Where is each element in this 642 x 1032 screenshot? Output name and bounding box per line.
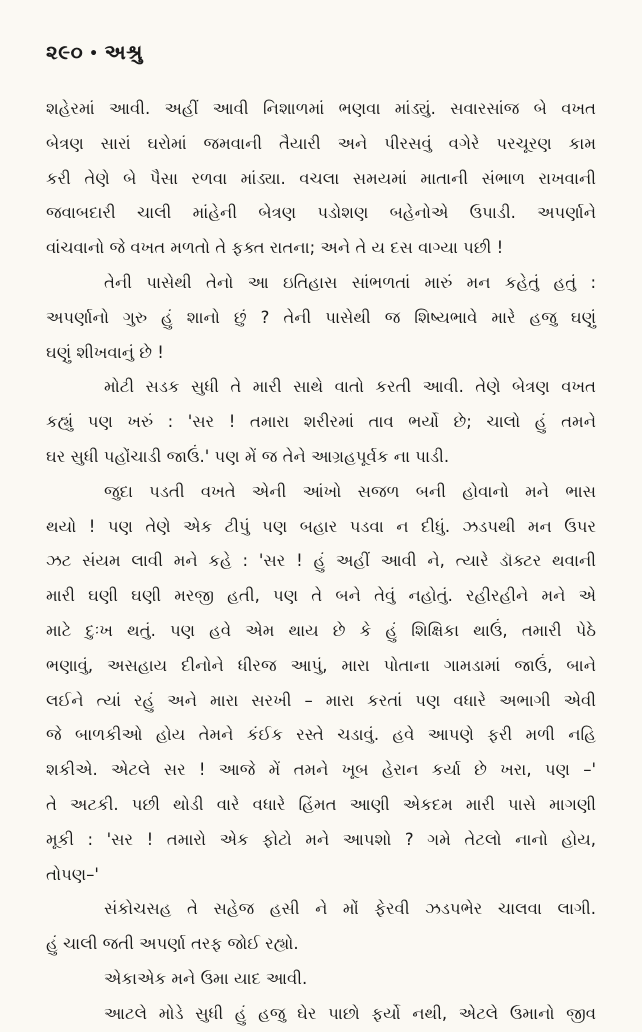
text-line: તે અટકી. પછી થોડી વારે વધારે હિંમત આણી એકદમ મારી પાસે માગણી xyxy=(46,794,596,814)
text-line: લઈને ત્યાં રહું અને મારા સરખી – મારા કરતાં પણ વધારે અભાગી એવી xyxy=(46,690,596,710)
text-line: ઘણું શીખવાનું છે ! xyxy=(46,342,164,362)
running-header xyxy=(46,40,143,64)
text-line: કરી તેણે બે પૈસા રળવા માંડ્યા. વચલા સમયમાં માતાની સંભાળ રાખવાની xyxy=(46,168,596,188)
text-line: થયો ! પણ તેણે એક ટીપું પણ બહાર પડવા ન દીધું. ઝડપથી મન ઉપર xyxy=(46,516,596,536)
text-line: ઝટ સંયમ લાવી મને કહે : 'સર ! હું અહીં આવી ને, ત્યારે ડૉક્ટર થવાની xyxy=(46,551,596,571)
text-line: જે બાળકીઓ હોય તેમને કંઈક રસ્તે ચડાવું. હવે આપણે ફરી મળી નહિ xyxy=(46,725,596,745)
text-line: માટે દુઃખ થતું. પણ હવે એમ થાય છે કે હું શિક્ષિકા થાઉં, તમારી પેઠે xyxy=(46,620,596,640)
text-line: તેની પાસેથી તેનો આ ઇતિહાસ સાંભળતાં મારું મન કહેતું હતું : xyxy=(104,272,596,292)
text-line: જવાબદારી ચાલી માંહેની બેત્રણ પડોશણ બહેનોએ ઉપાડી. અપર્ણાને xyxy=(46,203,596,223)
text-line: તોપણ–' xyxy=(46,864,99,884)
text-line: ભણાવું, અસહાય દીનોને ધીરજ આપું, મારા પોતાના ગામડામાં જાઉં, બાને xyxy=(46,655,596,675)
text-line: હું ચાલી જતી અપર્ણા તરફ જોઈ રહ્યો. xyxy=(46,934,299,954)
text-line: વાંચવાનો જે વખત મળતો તે ફક્ત રાતના; અને તે ય દસ વાગ્યા પછી ! xyxy=(46,238,504,258)
header-separator: • xyxy=(89,45,99,62)
text-line: જુદા પડતી વખતે એની આંખો સજળ બની હોવાનો મને ભાસ xyxy=(104,481,596,501)
text-line: શકીએ. એટલે સર ! આજે મેં તમને ખૂબ હેરાન કર્યા છે ખરા, પણ –' xyxy=(46,760,596,780)
text-line: મોટી સડક સુધી તે મારી સાથે વાતો કરતી આવી. તેણે બેત્રણ વખત xyxy=(104,377,596,397)
text-line: મારી ઘણી ઘણી મરજી હતી, પણ તે બને તેવું નહોતું. રહીરહીને મને એ xyxy=(46,586,596,606)
page-number: ૨૯૦ xyxy=(46,40,84,64)
text-line: સંકોચસહ તે સહેજ હસી ને મોં ફેરવી ઝડપભેર ચાલવા લાગી. xyxy=(104,899,596,919)
book-title: અશ્રુ xyxy=(104,40,143,64)
text-line: ઘર સુધી પહોંચાડી જાઉં.' પણ મેં જ તેને આગ્રહપૂર્વક ના પાડી. xyxy=(46,446,450,466)
text-line: શહેરમાં આવી. અહીં આવી નિશાળમાં ભણવા માંડ્યું. સવારસાંજ બે વખત xyxy=(46,99,596,118)
text-line: એકાએક મને ઉમા યાદ આવી. xyxy=(104,968,308,988)
text-line: કહ્યું પણ ખરું : 'સર ! તમારા શરીરમાં તાવ ભર્યો છે; ચાલો હું તમને xyxy=(46,412,596,432)
text-line: મૂકી : 'સર ! તમારો એક ફોટો મને આપશો ? ગમે તેટલો નાનો હોય, xyxy=(46,829,596,849)
body-text xyxy=(46,92,596,1032)
text-line: આટલે મોડે સુધી હું હજુ ઘેર પાછો ફર્યો નથી, એટલે ઉમાનો જીવ xyxy=(104,1003,596,1023)
text-line: બેત્રણ સારાં ઘરોમાં જમવાની તૈયારી અને પીરસવું વગેરે પરચૂરણ કામ xyxy=(46,133,596,153)
text-line: અપર્ણાનો ગુરુ હું શાનો છું ? તેની પાસેથી જ શિષ્યભાવે મારે હજુ ઘણું xyxy=(46,307,596,327)
